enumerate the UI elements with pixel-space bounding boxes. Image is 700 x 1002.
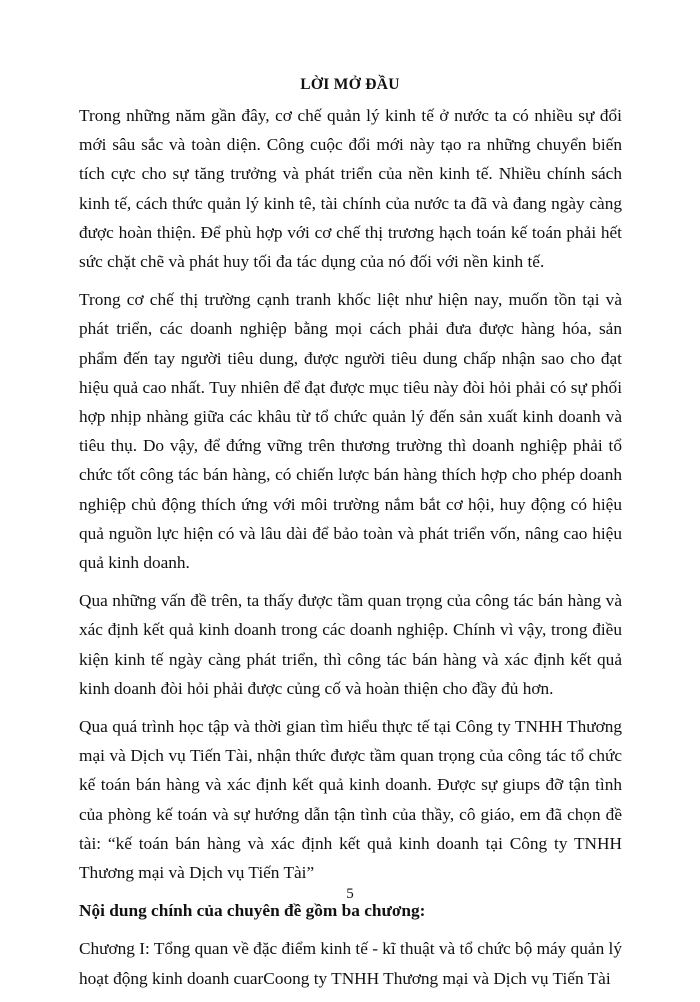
paragraph: [79, 101, 622, 276]
paragraph: [79, 712, 622, 887]
paragraph: [79, 586, 622, 703]
paragraph-text: Trong cơ chế thị trường cạnh tranh khốc liệt như hiện nay, muốn tồn tại và phát triển, các doanh nghiệp bằng mọi cách phải đưa được hàng hóa, sản phẩm đến tay người tiêu dung, được người tiêu dung chấp nhận sao cho đạt hiệu quả cao nhất. Tuy nhiên để đạt được mục tiêu này đòi hỏi phải có sự phối hợp nhịp nhàng giữa các khâu từ tổ chức quản lý đến sản xuất kinh doanh và tiêu thụ. Do vậy, để đứng vững trên thương trường thì doanh nghiệp phải tổ chức tốt công tác bán hàng, có chiến lược bán hàng thích hợp cho phép doanh nghiệp chủ động thích ứng với môi trường nắm bắt cơ hội, huy động có hiệu quả nguồn lực hiện có và lâu dài để bảo toàn và phát triển vốn, nâng cao hiệu quả kinh doanh.: [79, 290, 622, 573]
paragraph-text: Qua những vấn đề trên, ta thấy được tầm quan trọng của công tác bán hàng và xác định kết quả kinh doanh trong các doanh nghiệp. Chính vì vậy, trong điều kiện kinh tế ngày càng phát triển, thì công tác bán hàng và xác định kết quả kinh doanh đòi hỏi phải được củng cố và hoàn thiện cho đầy đủ hơn.: [79, 591, 622, 698]
page-number: 5: [346, 886, 354, 902]
paragraph-text: Qua quá trình học tập và thời gian tìm hiểu thực tế tại Công ty TNHH Thương mại và Dịch vụ Tiến Tài, nhận thức được tầm quan trọng của công tác tổ chức kế toán bán hàng và xác định kết quả kinh doanh. Được sự giups đỡ tận tình của phòng kế toán và sự hướng dẫn tận tình của thầy, cô giáo, em đã chọn đề tài: “kế toán bán hàng và xác định kết quả kinh doanh tại Công ty TNHH Thương mại và Dịch vụ Tiến Tài”: [79, 717, 622, 883]
paragraph: [79, 285, 622, 577]
page-title: LỜI MỞ ĐẦU: [300, 76, 400, 93]
paragraph-text: Trong những năm gần đây, cơ chế quản lý kinh tế ở nước ta có nhiều sự đổi mới sâu sắc và toàn diện. Công cuộc đổi mới này tạo ra những chuyển biến tích cực cho sự tăng trưởng và phát triển của nền kinh tế. Nhiều chính sách kinh tế, cách thức quản lý kinh tê, tài chính của nước ta đã và đang ngày càng được hoàn thiện. Để phù hợp với cơ chế thị trương hạch toán kế toán phải hết sức chặt chẽ và phát huy tối đa tác dụng của nó đối với nền kinh tế.: [79, 106, 622, 272]
document-body: [79, 101, 622, 1002]
chapter-item: Chương I: Tổng quan về đặc điểm kinh tế - kĩ thuật và tổ chức bộ máy quản lý hoạt động kinh doanh cuarCoong ty TNHH Thương mại và Dịch vụ Tiến Tài: [79, 939, 622, 988]
section-heading: Nội dung chính của chuyên đề gồm ba chương:: [79, 901, 426, 921]
